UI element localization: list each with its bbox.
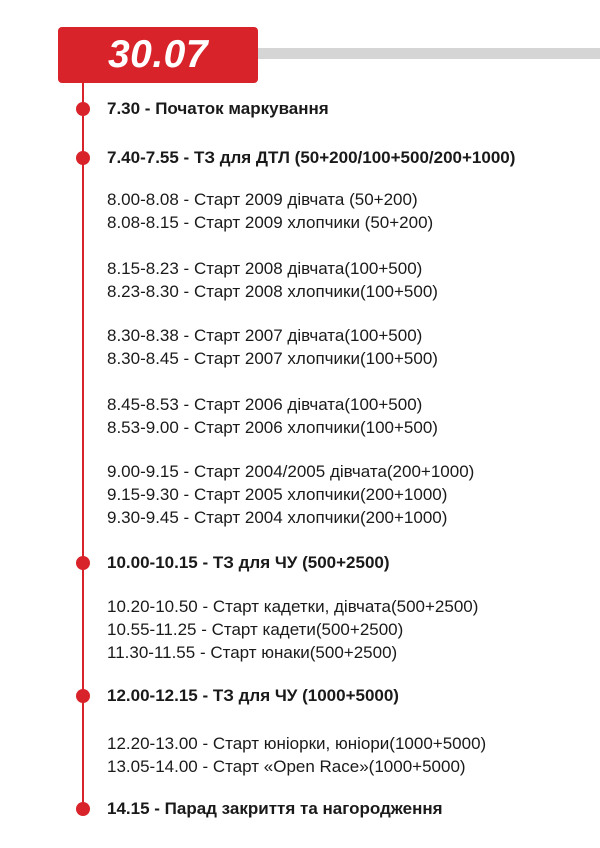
timeline-dot [76,689,90,703]
schedule-item: 8.30-8.38 - Старт 2007 дівчата(100+500) [107,326,423,345]
schedule-item: 8.45-8.53 - Старт 2006 дівчата(100+500) [107,395,423,414]
schedule-item: 13.05-14.00 - Старт «Open Race»(1000+5000) [107,757,466,776]
schedule-item: 11.30-11.55 - Старт юнаки(500+2500) [107,643,398,662]
schedule-item: 9.15-9.30 - Старт 2005 хлопчики(200+1000) [107,485,448,504]
date-badge [58,27,258,83]
timeline-dot [76,802,90,816]
date-title: 30.07 [107,33,209,76]
schedule-item: 10.20-10.50 - Старт кадетки, дівчата(500+2500) [107,597,479,616]
timeline-dot [76,151,90,165]
schedule-item: 8.53-9.00 - Старт 2006 хлопчики(100+500) [107,418,438,437]
milestone-marking-start: 7.30 - Початок маркування [107,99,329,118]
timeline-dot [76,556,90,570]
schedule-item: 8.23-8.30 - Старт 2008 хлопчики(100+500) [107,282,438,301]
schedule-item: 10.55-11.25 - Старт кадети(500+2500) [107,620,404,639]
schedule-item: 8.08-8.15 - Старт 2009 хлопчики (50+200) [107,213,434,232]
milestone-tech-check-chu-1000: 12.00-12.15 - ТЗ для ЧУ (1000+5000) [107,686,399,705]
milestone-tech-check-dtl: 7.40-7.55 - ТЗ для ДТЛ (50+200/100+500/200+1000) [107,148,516,167]
schedule-item: 12.20-13.00 - Старт юніорки, юніори(1000+5000) [107,734,487,753]
header-rule [258,48,600,59]
milestone-closing-parade: 14.15 - Парад закриття та нагородження [107,799,443,818]
timeline-dot [76,102,90,116]
schedule-item: 9.30-9.45 - Старт 2004 хлопчики(200+1000) [107,508,448,527]
schedule-item: 8.00-8.08 - Старт 2009 дівчата (50+200) [107,190,418,209]
milestone-tech-check-chu-500: 10.00-10.15 - ТЗ для ЧУ (500+2500) [107,553,390,572]
schedule-item: 8.15-8.23 - Старт 2008 дівчата(100+500) [107,259,423,278]
timeline-line [82,83,84,813]
schedule-item: 9.00-9.15 - Старт 2004/2005 дівчата(200+1000) [107,462,475,481]
schedule-item: 8.30-8.45 - Старт 2007 хлопчики(100+500) [107,349,438,368]
